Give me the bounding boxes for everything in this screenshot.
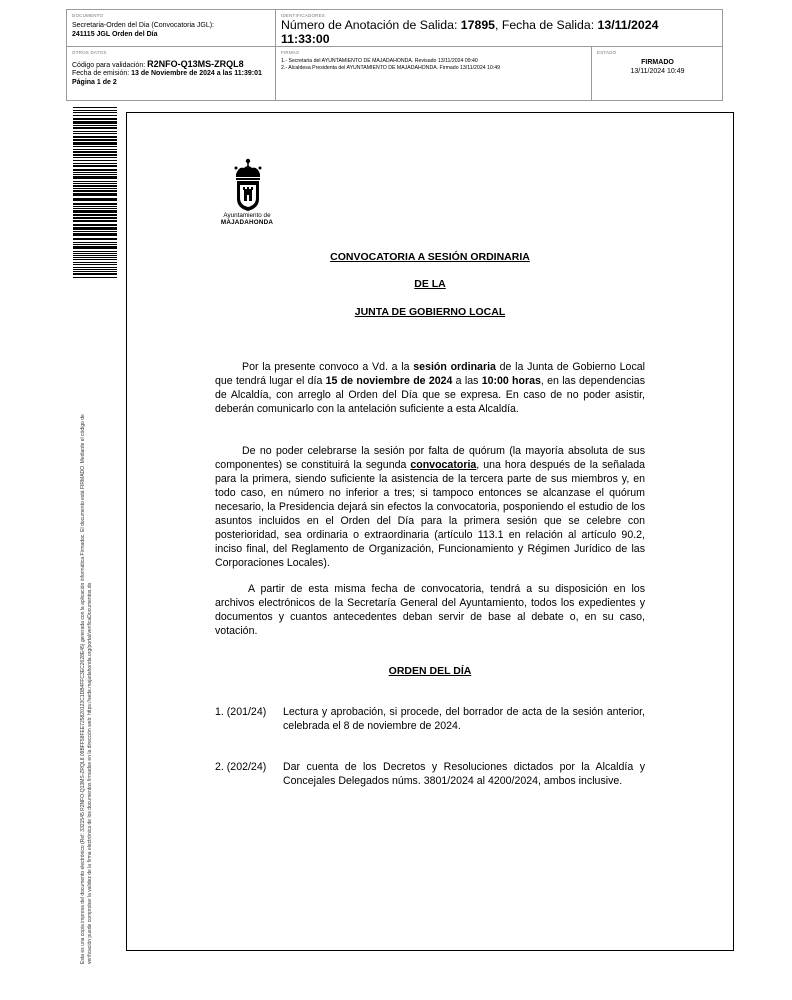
p1-hora: 10:00 horas: [481, 375, 541, 387]
identificadores-caption: IDENTIFICADORES: [281, 13, 326, 18]
barcode-bar: [73, 181, 117, 182]
barcode-bar: [73, 165, 117, 167]
logo-text-majadahonda: MAJADAHONDA: [220, 219, 274, 226]
estado-caption: ESTADO: [597, 50, 617, 55]
p2-convocatoria: convocatoria: [410, 459, 477, 471]
estado-status: FIRMADO: [641, 59, 674, 66]
barcode-bar: [73, 127, 117, 129]
barcode-bar: [73, 203, 117, 205]
barcode-bar: [73, 151, 117, 153]
barcode-bar: [73, 118, 117, 120]
barcode-bar: [73, 146, 117, 147]
barcode-bar: [73, 233, 117, 236]
barcode-bar: [73, 264, 117, 265]
p1-text-e: a las: [452, 375, 482, 387]
barcode-bar: [73, 157, 117, 158]
side-verification-text: [80, 294, 102, 964]
p1-fecha: 15 de noviembre de 2024: [325, 375, 453, 387]
barcode-bar: [73, 217, 117, 219]
barcode-bar: [73, 188, 117, 189]
barcode-bar: [73, 139, 117, 141]
barcode-bar: [73, 259, 117, 260]
side-text-line2: verificación puede comprobar la validez de la firma electrónica de los documentos firmados en la dirección web: https://sede.majadahonda.org/portal/verificaDocumentos.do: [86, 582, 93, 964]
paragraph-disposicion: A partir de esta misma fecha de convocatoria, tendrá a su disposición en los archivos electrónicos de la Secretaría General del Ayuntamiento, todos los expedientes y documentos y cuantos antecedentes deban servir de base al debate o, en su caso, votación.: [215, 583, 645, 637]
barcode-bar: [73, 231, 117, 232]
barcode-bar: [73, 112, 117, 113]
barcode-bar: [73, 242, 117, 243]
barcode-bar: [73, 115, 117, 116]
documento-line1: Secretaria-Orden del Dia (Convocatoria JGL):: [72, 22, 215, 29]
barcode-bar: [73, 238, 117, 240]
otros-datos-caption: OTROS DATOS: [72, 50, 107, 55]
side-text-line1: Esta es una copia impresa del documento electrónico (Ref: 3321545 R2NFO-Q13MS-ZRQL8 09BFF58FEE725820123C1DB4FFC3EC2628E45) generada con la aplicación informática Firmadoc. El documento está FIRMADO. Mediante el código de: [80, 414, 86, 964]
firma-2: 2.- Alcaldesa Presidenta del AYUNTAMIENTO DE MAJADAHONDA. Firmado 13/11/2024 10:49: [281, 65, 501, 71]
barcode-bar: [73, 163, 117, 164]
codigo-label: Código para validación:: [72, 62, 148, 69]
barcode-bar: [73, 160, 117, 161]
title-orden-del-dia: ORDEN DEL DÍA: [388, 665, 472, 677]
agenda-item-number: 1. (201/24): [215, 706, 267, 718]
barcode-bar: [73, 174, 117, 175]
p1-sesion-ordinaria: sesión ordinaria: [413, 361, 496, 373]
anotacion-numero: 17895: [460, 18, 495, 32]
barcode-bar: [73, 136, 117, 138]
barcode-bar: [73, 110, 117, 111]
p2-text-a: De no poder celebrarse la sesión por falta de quórum (la mayoría absoluta de sus componentes) se constituirá la segunda: [215, 445, 645, 471]
barcode-bar: [73, 257, 117, 258]
agenda-item-number: 2. (202/24): [215, 761, 267, 773]
barcode-bar: [73, 224, 117, 226]
barcode-bar: [73, 133, 117, 134]
codigo-validacion: [72, 59, 271, 69]
logo-text-ayuntamiento: Ayuntamiento de: [223, 212, 271, 219]
barcode-bar: [73, 198, 117, 201]
firmas-caption: FIRMAS: [281, 50, 300, 55]
barcode-bar: [73, 262, 117, 263]
agenda-item-text: Dar cuenta de los Decretos y Resoluciones dictados por la Alcaldía y Concejales Delegados núms. 3801/2024 al 4200/2024, ambos inclusive.: [283, 761, 645, 787]
documento-caption: DOCUMENTO: [72, 13, 104, 18]
p1-text-c: de la Junta de Gobierno Local que tendrá lugar el día: [215, 361, 645, 387]
hora-salida: 11:33:00: [281, 32, 330, 46]
barcode-bar: [73, 214, 117, 216]
barcode-bar: [73, 172, 117, 173]
otros-datos-box: [66, 46, 276, 101]
barcode-bar: [73, 169, 117, 171]
firmas-box: [275, 46, 592, 101]
barcode-bar: [73, 125, 117, 126]
barcode-bar: [73, 271, 117, 272]
pagina: Página 1 de 2: [72, 79, 117, 86]
firma-1: 1.- Secretaria del AYUNTAMIENTO DE MAJADAHONDA. Revisado 13/11/2024 09:40: [281, 58, 478, 64]
barcode-image: [73, 107, 117, 278]
fecha-salida-label: , Fecha de Salida:: [495, 18, 598, 32]
barcode-bar: [73, 185, 117, 187]
p1-text-a: Por la presente convoco a Vd. a la: [242, 361, 414, 373]
paragraph-quorum: [215, 444, 645, 570]
anotacion-salida: [281, 18, 718, 32]
documento-box: [66, 9, 276, 47]
barcode-bar: [73, 255, 117, 256]
barcode-bar: [73, 273, 117, 275]
barcode-bar: [73, 220, 117, 222]
barcode-bar: [73, 193, 117, 196]
barcode-bar: [73, 267, 117, 268]
barcode-bar: [73, 121, 117, 124]
p1-text-g: , en las dependencias de Alcaldía, con arreglo al Orden del Día que se expresa. En caso de no poder asistir, deberán comunicarlo con la antelación suficiente a esta Alcaldía.: [215, 375, 645, 415]
barcode-bar: [73, 142, 117, 145]
barcode-bar: [73, 210, 117, 213]
agenda-item-text: Lectura y aprobación, si procede, del borrador de acta de la sesión anterior, celebrada el 8 de noviembre de 2024.: [283, 706, 645, 732]
fecha-emision: [72, 69, 271, 78]
codigo-valor: R2NFO-Q13MS-ZRQL8: [147, 59, 244, 69]
paragraph-convocatoria: [215, 360, 645, 416]
barcode-bar: [73, 206, 117, 207]
barcode-bar: [73, 246, 117, 249]
barcode-bar: [73, 208, 117, 209]
barcode-bar: [73, 253, 117, 254]
barcode-bar: [73, 107, 117, 108]
estado-fecha: 13/11/2024 10:49: [630, 68, 685, 75]
barcode-bar: [73, 251, 117, 252]
fecha-emision-label: Fecha de emisión:: [72, 70, 132, 77]
barcode-bar: [73, 149, 117, 150]
fecha-salida: 13/11/2024: [597, 18, 659, 32]
barcode-bar: [73, 190, 117, 192]
barcode-bar: [73, 154, 117, 156]
fecha-emision-valor: 13 de Noviembre de 2024 a las 11:39:01: [131, 70, 262, 77]
title-junta: JUNTA DE GOBIERNO LOCAL: [354, 306, 506, 318]
estado-box: [591, 46, 723, 101]
anotacion-prefix: Número de Anotación de Salida:: [281, 18, 461, 32]
barcode-bar: [73, 277, 117, 278]
barcode-bar: [73, 131, 117, 132]
barcode-bar: [73, 227, 117, 230]
title-convocatoria: CONVOCATORIA A SESIÓN ORDINARIA: [330, 251, 530, 263]
documento-line2: 241115 JGL Orden del Día: [72, 31, 158, 38]
p2-text-c: , una hora después de la señalada para la primera, siendo suficiente la asistencia de la tercera parte de sus miembros y, en todo caso, en número no inferior a tres; si tampoco entonces se alcanzase el quórum necesario, la Presidencia dejará sin efectos la convocatoria, posponiendo el estudio de los asuntos incluidos en el Orden del Día para la primera sesión que se celebre con posterioridad, sea ordinaria o extraordinaria (artículo 113.1 en relación al artículo 90.2, inciso final, del Reglamento de Organización, Funcionamiento y Régimen Jurídico de las Corporaciones Locales).: [215, 459, 645, 569]
barcode-bar: [73, 244, 117, 245]
title-de-la: DE LA: [414, 278, 446, 290]
barcode-bar: [73, 176, 117, 179]
barcode-bar: [73, 183, 117, 184]
barcode-bar: [73, 269, 117, 270]
identificadores-box: [275, 9, 723, 47]
